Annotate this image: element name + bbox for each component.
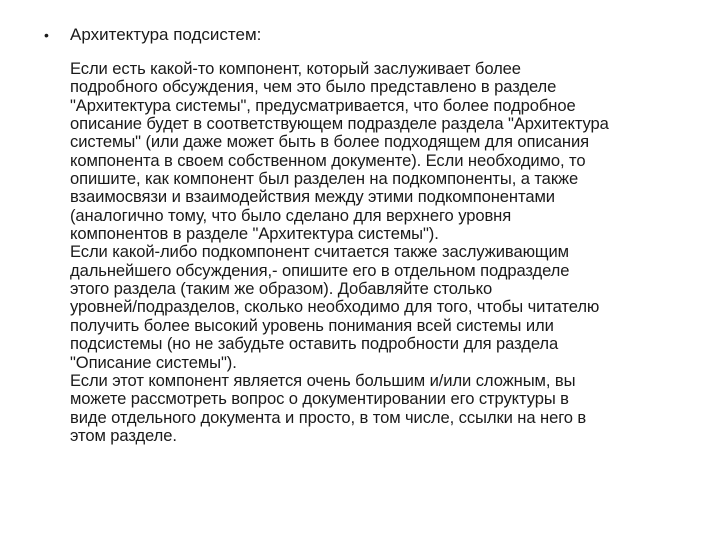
body-line: Если какой-либо подкомпонент считается также заслуживающим xyxy=(70,242,569,262)
body-line: подробного обсуждения, чем это было представлено в разделе xyxy=(70,77,557,97)
body-line: (аналогично тому, что было сделано для верхнего уровня xyxy=(70,205,512,225)
bullet-marker: • xyxy=(44,27,49,43)
body-line: опишите, как компонент был разделен на подкомпоненты, а также xyxy=(70,169,579,189)
bullet-heading: Архитектура подсистем: xyxy=(70,25,262,44)
body-line: этого раздела (таким же образом). Добавляйте столько xyxy=(70,279,493,299)
body-line: этом разделе. xyxy=(70,425,177,445)
body-line: взаимосвязи и взаимодействия между этими подкомпонентами xyxy=(70,187,555,207)
body-line: уровней/подразделов, сколько необходимо для того, чтобы читателю xyxy=(70,297,600,317)
body-line: подсистемы (но не забудьте оставить подробности для раздела xyxy=(70,334,559,354)
body-line: "Архитектура системы", предусматривается, что более подробное xyxy=(70,95,576,115)
body-line: виде отдельного документа и просто, в том числе, ссылки на него в xyxy=(70,407,587,427)
body-line: Если этот компонент является очень большим и/или сложным, вы xyxy=(70,370,576,390)
body-line: "Описание системы"). xyxy=(70,352,237,372)
bullet-item xyxy=(44,24,261,46)
body-line: компонента в своем собственном документе). Если необходимо, то xyxy=(70,150,586,170)
body-line: дальнейшего обсуждения,- опишите его в отдельном подразделе xyxy=(70,260,570,280)
body-text xyxy=(70,60,685,445)
body-line: Если есть какой-то компонент, который заслуживает более xyxy=(70,59,521,78)
body-line: можете рассмотреть вопрос о документировании его структуры в xyxy=(70,389,569,409)
body-line: описание будет в соответствующем подразделе раздела "Архитектура xyxy=(70,114,609,134)
body-line: системы" (или даже может быть в более подходящем для описания xyxy=(70,132,589,152)
body-line: получить более высокий уровень понимания всей системы или xyxy=(70,315,554,335)
body-line: компонентов в разделе "Архитектура системы"). xyxy=(70,224,439,244)
